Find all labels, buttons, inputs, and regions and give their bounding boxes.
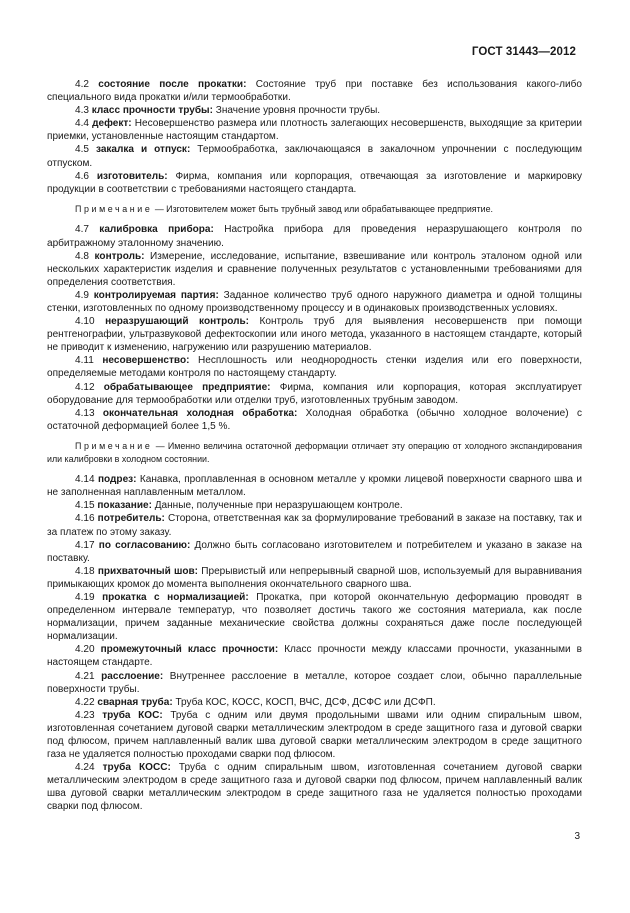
note-paragraph [47, 440, 582, 465]
definition-paragraph [47, 407, 582, 433]
definition-text: Прокатка, при которой окончательную деформацию проводят в определенном интервале температур, что позволяет достичь такого же состояния материала, как после нормализации, причем заданные механические свойства должны сохраняться даже после последующей нормализации. [47, 591, 583, 643]
term: калибровка прибора: [99, 224, 214, 236]
term: труба КОСС: [102, 762, 171, 774]
note-text: — Изготовителем может быть трубный завод или обрабатывающее предприятие. [154, 203, 494, 214]
clause-number: 4.7 [75, 224, 89, 236]
term: по согласованию: [98, 539, 191, 551]
note-label: Примечание [75, 203, 153, 214]
definition-text: Внутреннее расслоение в металле, которое создает слои, обычно параллельные поверхности трубы. [47, 670, 583, 695]
definition-paragraph [47, 499, 582, 512]
clause-number: 4.12 [75, 381, 95, 393]
definition-text: Состояние труб при поставке без использования какого-либо специального вида прокатки и/или термообработки. [47, 79, 582, 104]
definition-paragraph [47, 250, 582, 289]
term: промежуточный класс прочности: [100, 644, 279, 656]
clause-number: 4.4 [75, 118, 89, 130]
definition-text: Холодная обработка (обычно холодное волочение) с остаточной деформацией более 1,5 %. [47, 407, 582, 432]
clause-number: 4.17 [75, 539, 95, 551]
term: сварная труба: [97, 696, 173, 708]
definition-paragraph [47, 512, 582, 538]
clause-number: 4.2 [75, 79, 89, 90]
definition-paragraph [47, 315, 582, 354]
clause-number: 4.18 [75, 565, 95, 577]
definition-text: Контроль труб для выявления несовершенств при помощи рентгенографии, ультразвуковой дефектоскопии или иного метода, указанного в настоящем стандарте, который не приводит к изменению, нагружению или разрушению материалов. [47, 316, 583, 354]
clause-number: 4.14 [75, 474, 95, 486]
note-paragraph [47, 203, 582, 216]
definition-paragraph [47, 143, 582, 169]
clause-number: 4.20 [75, 644, 95, 656]
clause-number: 4.8 [75, 250, 89, 262]
clause-number: 4.5 [75, 144, 89, 156]
clause-number: 4.23 [75, 709, 95, 721]
definition-paragraph [47, 381, 582, 407]
definition-paragraph [47, 223, 582, 249]
document-number: ГОСТ 31443—2012 [471, 46, 576, 58]
definition-paragraph [47, 78, 582, 104]
definition-text: Несплошность или неоднородность стенки изделия или его поверхности, определяемые методами контроля по настоящему стандарту. [47, 355, 582, 380]
term: обрабатывающее предприятие: [103, 381, 271, 393]
term: расслоение: [101, 670, 164, 682]
clause-number: 4.6 [75, 170, 89, 182]
definition-paragraph [47, 670, 582, 696]
definition-text: Класс прочности между классами прочности, указанными в настоящем стандарте. [47, 644, 582, 669]
definition-paragraph [47, 289, 582, 315]
term: подрез: [97, 474, 137, 486]
term: труба КОС: [102, 709, 163, 721]
term: прихваточный шов: [97, 565, 199, 577]
clause-number: 4.10 [75, 316, 95, 328]
term: закалка и отпуск: [95, 144, 191, 156]
clause-number: 4.11 [75, 355, 94, 367]
clause-number: 4.16 [75, 513, 95, 525]
definition-text: Настройка прибора для проведения неразрушающего контроля по арбитражному эталонному значению. [47, 224, 582, 249]
definition-paragraph [47, 709, 582, 761]
term: состояние после прокатки: [98, 79, 247, 90]
definition-text: Несовершенство размера или плотность залегающих несовершенств, выходящие за критерии приемки, установленные настоящим стандартом. [47, 118, 582, 143]
term: неразрушающий контроль: [105, 316, 250, 328]
definition-paragraph [47, 473, 582, 499]
definition-text: Должно быть согласовано изготовителем и потребителем и указано в заказе на поставку. [47, 539, 582, 564]
term: контролируемая партия: [93, 289, 219, 301]
definition-text: Труба с одним или двумя продольными швами или одним спиральным швом, изготовленная сочетанием дуговой сварки металлическим электродом в среде защитного газа и дуговой сварки под флюсом, причем наплавленный валик шва дуговой сварки металлическим электродом в среде защитного газа не удаляется полностью проходами сварки под флюсом. [47, 709, 583, 761]
definition-paragraph [47, 354, 582, 380]
definition-paragraph [47, 117, 582, 143]
definition-text: Термообработка, заключающаяся в закалочном упрочнении с последующим отпуском. [47, 144, 583, 169]
clause-number: 4.13 [75, 407, 95, 419]
definition-paragraph [47, 539, 582, 565]
term: показание: [97, 500, 152, 512]
definition-paragraph [47, 565, 582, 591]
clause-number: 4.9 [75, 289, 89, 301]
term: прокатка с нормализацией: [102, 591, 249, 603]
page-number: 3 [574, 831, 580, 842]
document-body [47, 78, 582, 814]
clause-number: 4.3 [75, 105, 89, 117]
definition-text: Фирма, компания или корпорация, отвечающая за изготовление и маркировку продукции в соответствии с требованиями настоящего стандарта. [47, 170, 582, 195]
definition-text: Канавка, проплавленная в основном металле у кромки лицевой поверхности сварного шва и не заполненная наплавленным металлом. [47, 474, 582, 499]
definition-text: Заданное количество труб одного наружного диаметра и одной толщины стенки, изготовленных по одному производственному процессу и в одинаковых производственных условиях. [47, 289, 583, 314]
definition-text: Сторона, ответственная как за формулирование требований в заказе на поставку, так и за платеж по этому заказу. [47, 513, 583, 538]
definition-paragraph [47, 170, 582, 196]
definition-paragraph [47, 696, 582, 709]
definition-text: Измерение, исследование, испытание, взвешивание или контроль эталоном одной или нескольких характеристик изделия и сравнение полученных результатов с установленными требованиями для определения соответствия. [47, 250, 583, 288]
definition-paragraph [47, 643, 582, 669]
term: окончательная холодная обработка: [102, 407, 298, 419]
clause-number: 4.22 [75, 696, 95, 708]
note-label: Примечание [75, 440, 153, 451]
clause-number: 4.19 [75, 591, 95, 603]
definition-text: Труба с одним спиральным швом, изготовленная сочетанием дуговой сварки металлическим электродом в среде защитного газа и дуговой сварки под флюсом, причем наплавленный валик шва дуговой сварки металлическим электродом в среде защитного газа не удаляется полностью проходами сварки под флюсом. [47, 762, 582, 813]
term: несовершенство: [102, 355, 190, 367]
definition-text: Прерывистый или непрерывный сварной шов, используемый для выравнивания примыкающих кромок до момента выполнения окончательного сварного шва. [47, 565, 582, 590]
term: потребитель: [97, 513, 165, 525]
definition-paragraph [47, 761, 582, 813]
clause-number: 4.21 [75, 670, 95, 682]
definition-paragraph [47, 104, 582, 117]
term: контроль: [94, 250, 145, 262]
note-text: — Именно величина остаточной деформации отличает эту операцию от холодного экспандирования или калибровки в холодном состоянии. [47, 440, 582, 464]
definition-text: Фирма, компания или корпорация, которая эксплуатирует оборудование для термообработки или отделки труб, изготовленных трубным заводом. [47, 381, 583, 406]
term: дефект: [92, 118, 132, 130]
definition-text: Данные, полученные при неразрушающем контроле. [154, 500, 403, 512]
definition-text: Труба КОС, КОСС, КОСП, ВЧС, ДСФ, ДСФС или ДСФП. [175, 696, 436, 708]
clause-number: 4.24 [75, 762, 95, 774]
clause-number: 4.15 [75, 500, 95, 512]
term: класс прочности трубы: [91, 105, 213, 117]
term: изготовитель: [96, 170, 168, 182]
definition-text: Значение уровня прочности трубы. [215, 105, 381, 117]
definition-paragraph [47, 591, 582, 643]
